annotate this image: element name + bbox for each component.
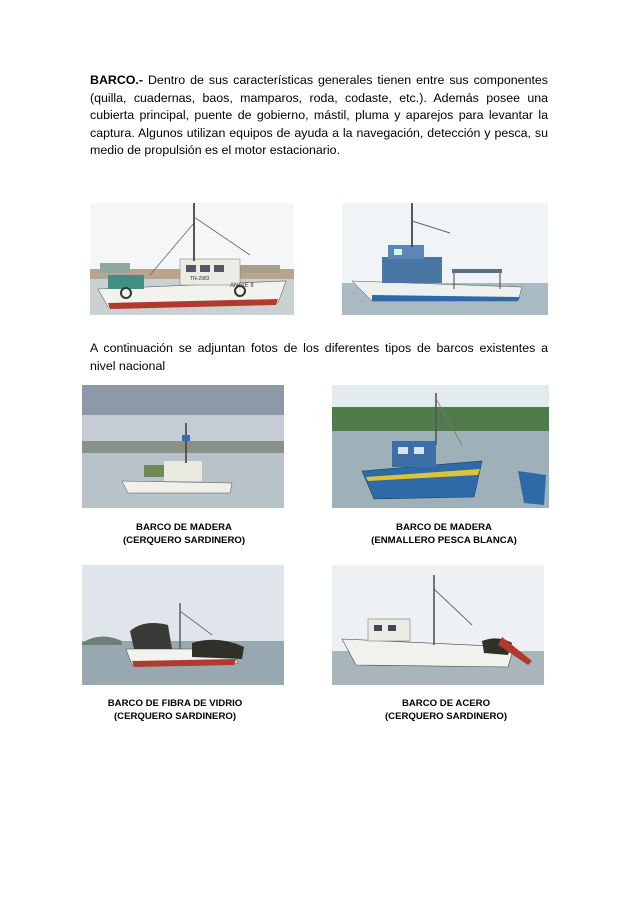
caption-4-line1: BARCO DE ACERO [401,698,491,709]
hull-marking: ANGIE II [230,283,254,289]
photo-steel-purse-seiner [332,565,544,685]
gallery-intro: A continuación se adjuntan fotos de los diferentes tipos de barcos existentes a nivel nacional [90,341,548,373]
caption-4-line2: (CERQUERO SARDINERO) [384,711,508,722]
photo-wooden-gillnetter [332,385,549,508]
photo-wooden-purse-seiner [82,385,284,508]
intro-text: Dentro de sus características generales tienen entre sus componentes (quilla, cuadernas, baos, mamparos, roda, codaste, etc.). Además posee una cubierta principal, puente de gobierno, mástil, pluma y aparejos para levantar la captura. Algunos utilizan equipos de ayuda a la navegación, detección y pesca, su medio de propulsión es el motor estacionario. [90,73,548,158]
caption-2-line1: BARCO DE MADERA [396,522,492,533]
cabin-number: TN-2983 [190,276,210,282]
caption-2-line2: (ENMALLERO PESCA BLANCA) [371,535,517,546]
caption-3-line2: (CERQUERO SARDINERO) [113,711,237,722]
caption-1-line2: (CERQUERO SARDINERO) [122,535,246,546]
caption-photo-4 [366,697,526,723]
photo-fiberglass-purse-seiner [82,565,284,685]
caption-photo-3 [100,697,250,723]
caption-3-line1: BARCO DE FIBRA DE VIDRIO [107,698,243,709]
intro-paragraph [90,72,548,160]
photo-boat-blue-white [342,203,548,315]
photo-boat-angie [90,203,294,315]
caption-photo-2 [364,521,524,547]
caption-1-line1: BARCO DE MADERA [136,522,232,533]
intro-lead: BARCO.- [90,73,143,87]
caption-photo-1 [112,521,256,547]
